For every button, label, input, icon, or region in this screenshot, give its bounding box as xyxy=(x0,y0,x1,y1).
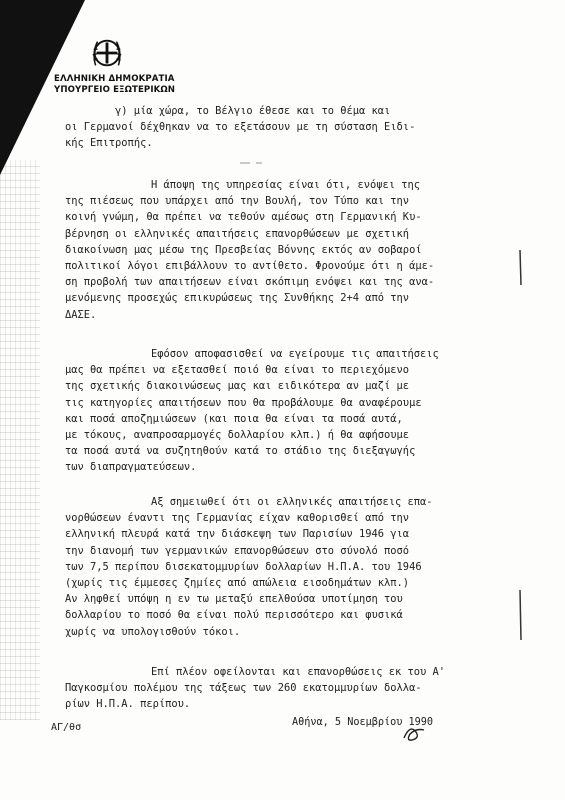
paragraph-2 xyxy=(65,177,525,323)
text-line: Παγκοσμίου πολέμου της τάξεως των 260 εκατομμυρίων δολλα- xyxy=(65,682,422,695)
header-ministry: ΥΠΟΥΡΓΕΙΟ ΕΞΩΤΕΡΙΚΩΝ xyxy=(54,85,176,95)
text-line: των διαπραγματεύσεων. xyxy=(65,461,197,474)
scan-noise-margin xyxy=(0,160,40,720)
paragraph-5 xyxy=(65,664,525,713)
text-line: και ποσά αποζημιώσεων (και ποια θα είναι τα ποσά αυτά, xyxy=(65,412,403,425)
text-line: διακοίνωση μας μέσω της Πρεσβείας Βόννης εκτός αν σοβαροί xyxy=(65,243,422,256)
text-line: την διανομή των γερμανικών επανορθώσεων στο σύνολό ποσό xyxy=(65,544,410,557)
text-line: ση προβολή των απαιτήσεων είναι σκόπιμη ενόψει και της ανα- xyxy=(65,276,435,289)
text-line: νορθώσεων έναντι της Γερμανίας είχαν καθορισθεί από την xyxy=(65,512,410,525)
text-line: Αξ σημειωθεί ότι οι ελληνικές απαιτήσεις επα- xyxy=(151,496,433,508)
ministry-header xyxy=(54,74,175,96)
text-line: Αν ληφθεί υπόψη η εν τω μεταξύ επελθούσα υποτίμηση του xyxy=(65,593,403,606)
text-line: Επί πλέον οφείλονται και επανορθώσεις εκ του Α' xyxy=(151,666,446,678)
text-line: βέρνηση οι ελληνικές απαιτήσεις επανορθώσεων με σχετική xyxy=(65,227,410,240)
text-line: κοινή γνώμη, θα πρέπει να τεθούν αμέσως στη Γερμανική Κυ- xyxy=(65,211,422,224)
text-line: τις κατηγορίες απαιτήσεων που θα προβάλουμε θα αναφέρουμε xyxy=(65,396,422,409)
text-line: μας θα πρέπει να εξετασθεί ποιό θα είναι το περιεχόμενο xyxy=(65,364,410,377)
text-line: κής Επιτροπής. xyxy=(65,137,153,150)
text-line: πολιτικοί λόγοι επιβάλλουν το αντίθετο. Φρονούμε ότι η άμε- xyxy=(65,260,435,273)
paragraph-3 xyxy=(65,346,525,476)
paragraph-4 xyxy=(65,494,525,640)
text-line: γ) μία χώρα, το Βέλγιο έθεσε και το θέμα και xyxy=(115,105,391,117)
text-line: της πιέσεως που υπάρχει από την Βουλή, τον Τύπο και την xyxy=(65,195,410,208)
text-line: της σχετικής διακοινώσεως μας και ειδικότερα αν μαζί με xyxy=(65,380,410,393)
text-line: οι Γερμανοί δέχθηκαν να το εξετάσουν με τη σύσταση Ειδι- xyxy=(65,121,416,134)
text-line: Η άποψη της υπηρεσίας είναι ότι, ενόψει της xyxy=(151,179,420,191)
text-line: μενόμενης προσεχώς επικυρώσεως της Συνθήκης 2+4 από την xyxy=(65,292,410,305)
text-line: (χωρίς τις έμμεσες ζημίες από απώλεια εισοδημάτων κλπ.) xyxy=(65,577,410,590)
text-line: χωρίς να υπολογισθούν τόκοι. xyxy=(65,625,241,638)
text-line: ΔΑΣΕ. xyxy=(65,308,97,321)
text-line: ρίων Η.Π.Α. περίπου. xyxy=(65,698,191,711)
document-date: Αθήνα, 5 Νοεμβρίου 1990 xyxy=(292,717,434,728)
greek-coat-of-arms-icon xyxy=(88,34,126,72)
paragraph-1 xyxy=(65,103,525,152)
header-republic: ΕΛΛΗΝΙΚΗ ΔΗΜΟΚΡΑΤΙΑ xyxy=(54,74,175,84)
text-line: Εφόσον αποφασισθεί να εγείρουμε τις απαιτήσεις xyxy=(151,348,439,360)
text-line: με τόκους, αναπροσαρμογές δολλαρίου κλπ.) ή θα αφήσουμε xyxy=(65,429,410,442)
text-line: τα ποσά αυτά να συζητηθούν κατά το στάδιο της διεξαγωγής xyxy=(65,445,416,458)
handwritten-initial-icon xyxy=(400,722,428,744)
text-line: των 7,5 περίπου δισεκατομμυρίων δολλαρίων Η.Π.Α. του 1946 xyxy=(65,560,422,573)
reference-code: ΑΓ/θσ xyxy=(51,722,82,733)
text-line: ελληνική πλευρά κατά την διάσκεψη των Παρισίων 1946 για xyxy=(65,528,410,541)
text-line: δολλαρίου το ποσό θα είναι πολύ περισσότερο και φυσικά xyxy=(65,609,403,622)
